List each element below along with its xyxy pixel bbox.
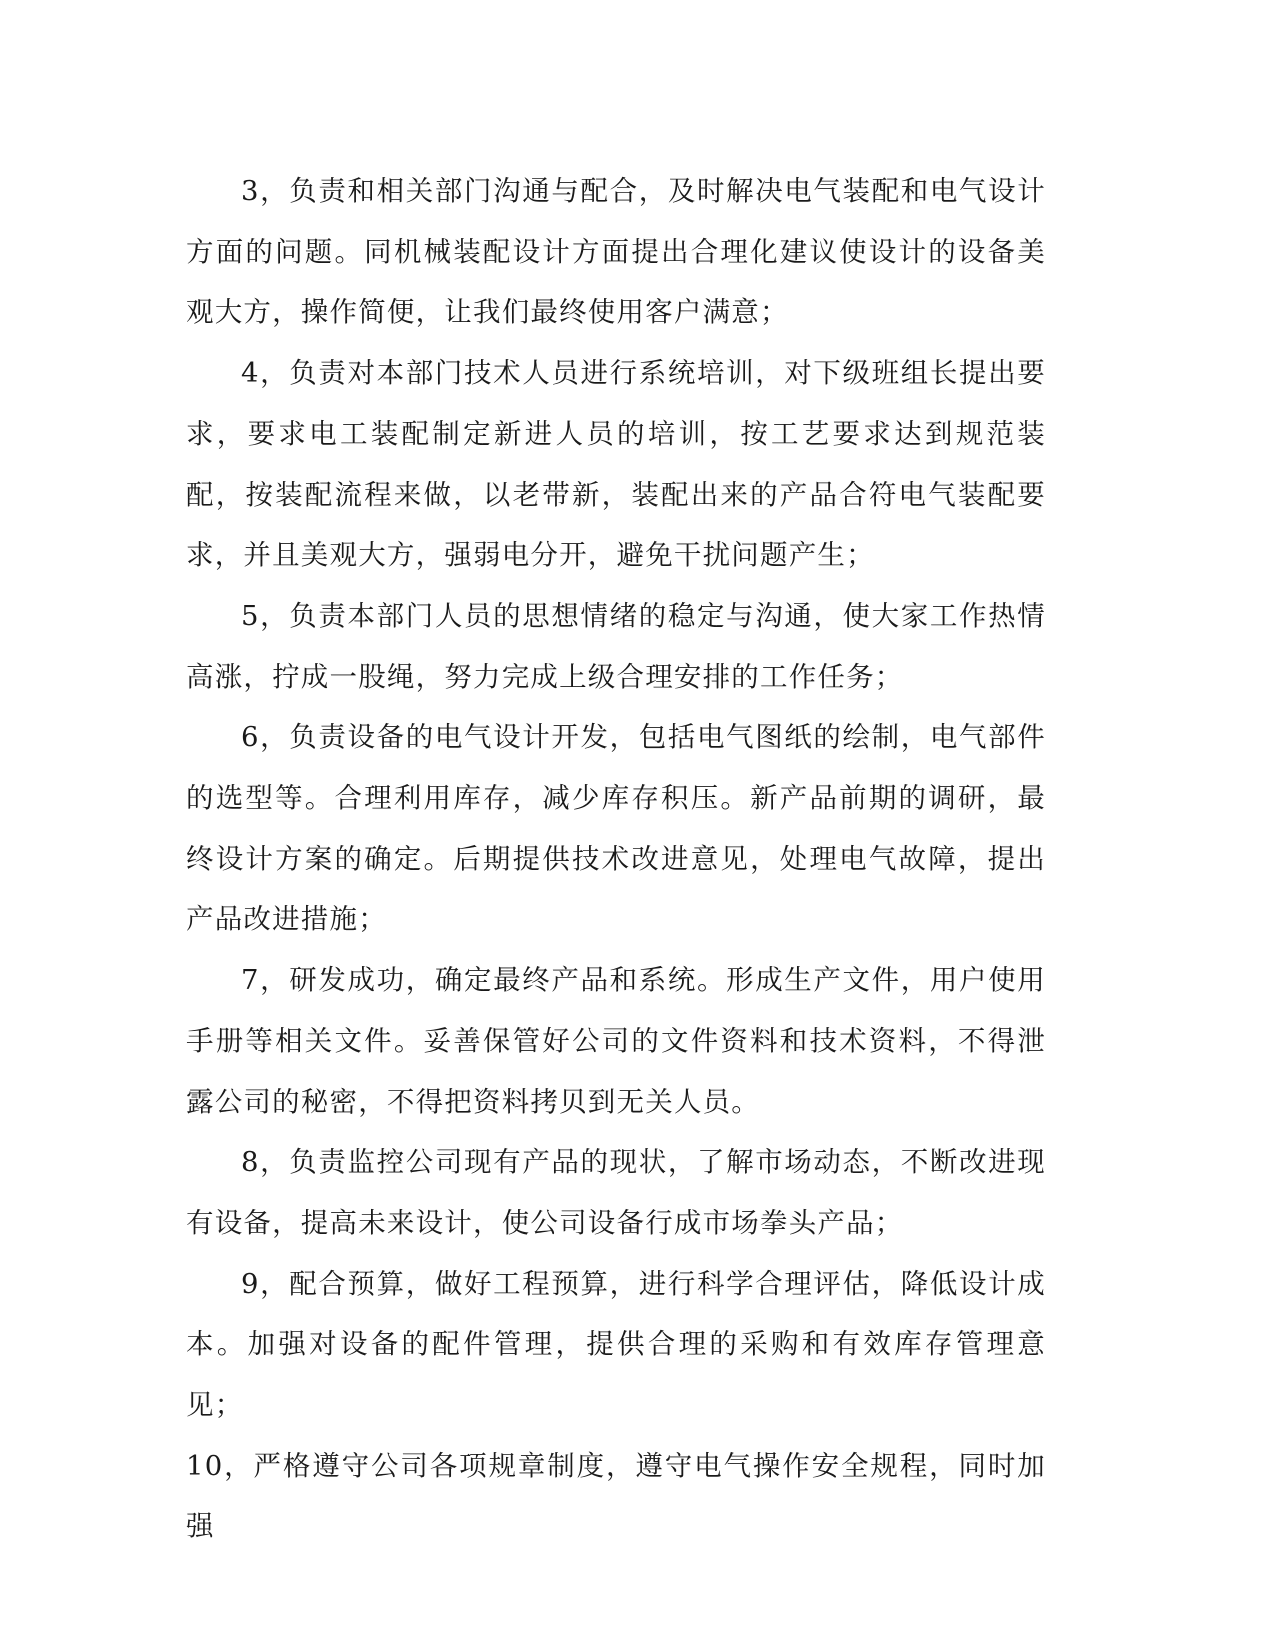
paragraph-item-3: 3，负责和相关部门沟通与配合，及时解决电气装配和电气设计方面的问题。同机械装配设计方面提出合理化建议使设计的设备美观大方，操作简便，让我们最终使用客户满意；	[186, 175, 1046, 329]
paragraph-item-4: 4，负责对本部门技术人员进行系统培训，对下级班组长提出要求，要求电工装配制定新进人员的培训，按工艺要求达到规范装配，按装配流程来做，以老带新，装配出来的产品合符电气装配要求，并且美观大方，强弱电分开，避免干扰问题产生；	[186, 357, 1046, 572]
paragraph-item-5: 5，负责本部门人员的思想情绪的稳定与沟通，使大家工作热情高涨，拧成一股绳，努力完成上级合理安排的工作任务；	[186, 599, 1046, 693]
paragraph-item-9: 9，配合预算，做好工程预算，进行科学合理评估，降低设计成本。加强对设备的配件管理，提供合理的采购和有效库存管理意见；	[186, 1267, 1046, 1422]
paragraph-item-10: 10，严格遵守公司各项规章制度，遵守电气操作安全规程，同时加强	[186, 1449, 1046, 1543]
document-body	[186, 161, 1046, 1557]
paragraph-item-6: 6，负责设备的电气设计开发，包括电气图纸的绘制，电气部件的选型等。合理利用库存，减少库存积压。新产品前期的调研，最终设计方案的确定。后期提供技术改进意见，处理电气故障，提出产品改进措施；	[186, 721, 1046, 936]
paragraph-item-8: 8，负责监控公司现有产品的现状，了解市场动态，不断改进现有设备，提高未来设计，使公司设备行成市场拳头产品；	[186, 1146, 1046, 1239]
paragraph-item-7: 7，研发成功，确定最终产品和系统。形成生产文件，用户使用手册等相关文件。妥善保管好公司的文件资料和技术资料，不得泄露公司的秘密，不得把资料拷贝到无关人员。	[186, 964, 1046, 1118]
